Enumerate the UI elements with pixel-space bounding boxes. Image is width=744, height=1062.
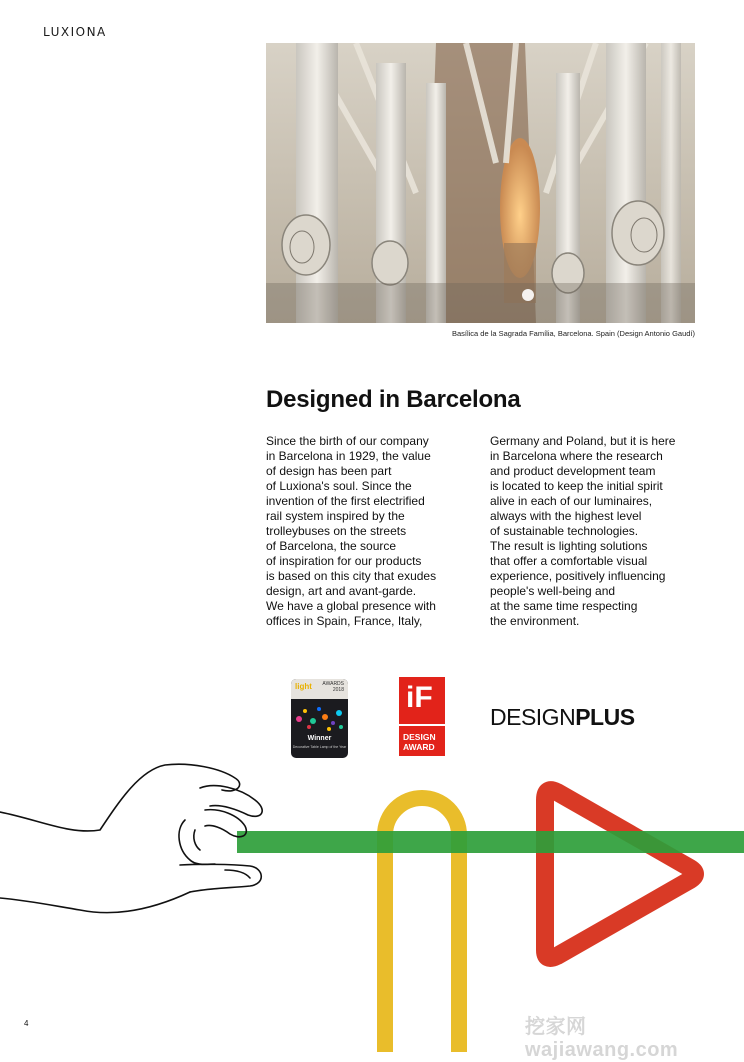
text-line: in Barcelona in 1929, the value	[266, 449, 431, 463]
text-line: alive in each of our luminaires,	[490, 494, 653, 508]
text-line: invention of the first electrified	[266, 494, 425, 508]
text-line: that offer a comfortable visual	[490, 554, 648, 568]
if-award-line2: AWARD	[403, 742, 435, 752]
text-line: offices in Spain, France, Italy,	[266, 614, 423, 628]
green-transit-line	[237, 831, 744, 853]
text-line: at the same time respecting	[490, 599, 638, 613]
confetti-graphic	[291, 701, 348, 733]
body-text-left	[266, 434, 476, 629]
if-logo-box	[399, 677, 445, 723]
brand-logo: LUXIONA	[43, 25, 107, 39]
text-line: people's well-being and	[490, 584, 616, 598]
text-line: design, art and avant-garde.	[266, 584, 417, 598]
light-awards-header	[291, 679, 348, 699]
text-line: We have a global presence with	[266, 599, 436, 613]
hand-illustration	[0, 764, 262, 912]
design-plus-logo	[490, 704, 635, 731]
body-text-right	[490, 434, 700, 629]
if-award-line1: DESIGN	[403, 732, 436, 742]
text-line: is located to keep the initial spirit	[490, 479, 663, 493]
light-logo: light	[295, 682, 312, 691]
text-line: in Barcelona where the research	[490, 449, 663, 463]
text-line: Since the birth of our company	[266, 434, 429, 448]
watermark: 挖家网 wajiawang.com	[525, 1016, 679, 1061]
design-plus-part1: DESIGN	[490, 704, 576, 730]
page-number: 4	[24, 1019, 29, 1028]
section-title: Designed in Barcelona	[266, 386, 521, 413]
design-plus-part2: PLUS	[575, 704, 635, 730]
text-line: of inspiration for our products	[266, 554, 422, 568]
hand-and-transit-graphic	[0, 760, 744, 1052]
light-awards-year-value: 2018	[332, 687, 344, 693]
text-line: the environment.	[490, 614, 580, 628]
text-line: of design has been part	[266, 464, 392, 478]
sagrada-familia-photo	[266, 43, 695, 323]
text-line: The result is lighting solutions	[490, 539, 648, 553]
photo-caption: Basílica de la Sagrada Família, Barcelona. Spain (Design Antonio Gaudí)	[451, 329, 695, 338]
text-line: trolleybuses on the streets	[266, 524, 407, 538]
text-line: is based on this city that exudes	[266, 569, 437, 583]
if-award-text	[403, 732, 436, 752]
text-line: experience, positively influencing	[490, 569, 666, 583]
text-line: of Luxiona's soul. Since the	[266, 479, 412, 493]
light-awards-year	[322, 681, 344, 693]
if-logo: iF	[406, 681, 433, 714]
text-line: always with the highest level	[490, 509, 642, 523]
text-line: Germany and Poland, but it is here	[490, 434, 676, 448]
if-divider	[399, 724, 445, 726]
light-awards-label: AWARDS	[322, 681, 344, 687]
light-awards-badge	[291, 679, 348, 758]
award-category: Decorative Table Lamp of the Year	[292, 745, 347, 749]
text-line: of Barcelona, the source	[266, 539, 397, 553]
winner-label: Winner	[307, 735, 332, 742]
red-play-icon	[545, 790, 695, 958]
text-line: rail system inspired by the	[266, 509, 405, 523]
text-line: and product development team	[490, 464, 656, 478]
text-line: of sustainable technologies.	[490, 524, 639, 538]
if-design-award-badge	[399, 677, 445, 756]
